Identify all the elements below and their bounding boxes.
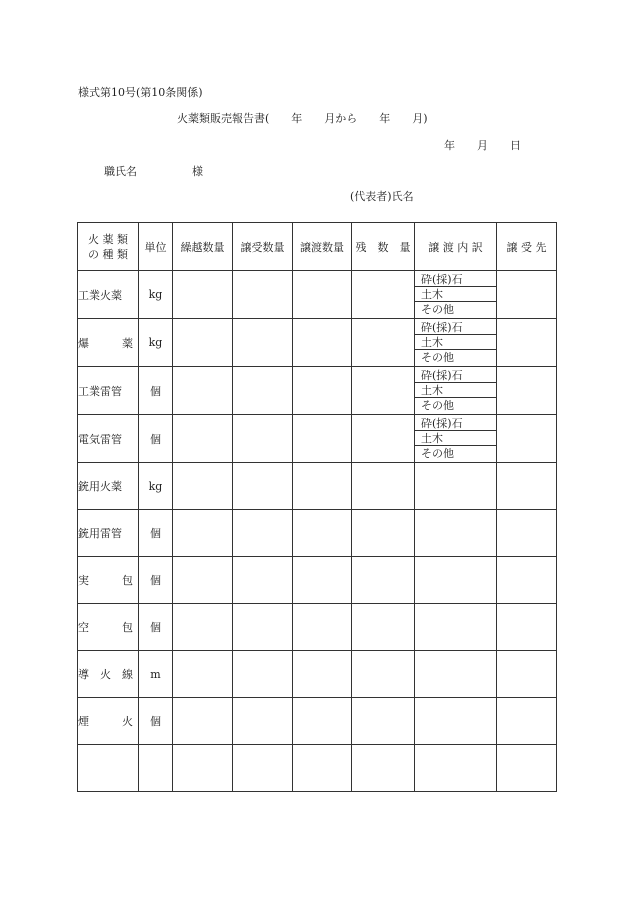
transferred-cell [293,319,352,367]
explosive-kind-cell: 銃用火薬 [78,463,139,510]
recipient-cell [497,271,557,319]
table-row [78,745,557,792]
addressee: 職氏名 様 [104,165,203,178]
recipient-cell [497,319,557,367]
breakdown-item: 砕(採)石 [415,368,496,383]
column-header-transferred: 譲渡数量 [293,223,352,271]
recipient-cell [497,557,557,604]
explosive-kind-cell: 工業火薬 [78,271,139,319]
column-header-carried-over: 繰越数量 [173,223,233,271]
received-cell [233,463,293,510]
unit-cell: 個 [139,557,173,604]
explosive-kind-cell: 実 包 [78,557,139,604]
breakdown-item: 土木 [415,335,496,350]
table-row [78,463,557,510]
unit-cell: kg [139,271,173,319]
header-row [78,223,557,271]
received-cell [233,271,293,319]
recipient-cell [497,415,557,463]
received-cell [233,557,293,604]
remaining-cell [352,367,415,415]
received-cell [233,651,293,698]
table-row [78,367,557,415]
unit-cell [139,745,173,792]
transferred-cell [293,271,352,319]
carried-over-cell [173,604,233,651]
carried-over-cell [173,415,233,463]
breakdown-item: 土木 [415,287,496,302]
carried-over-cell [173,463,233,510]
explosive-kind-cell: 導 火 線 [78,651,139,698]
transfer-breakdown-cell [415,415,497,463]
carried-over-cell [173,510,233,557]
unit-cell: 個 [139,604,173,651]
carried-over-cell [173,367,233,415]
explosive-kind-cell: 電気雷管 [78,415,139,463]
carried-over-cell [173,271,233,319]
received-cell [233,367,293,415]
carried-over-cell [173,745,233,792]
transferred-cell [293,604,352,651]
breakdown-item: 砕(採)石 [415,320,496,335]
recipient-cell [497,367,557,415]
recipient-cell [497,510,557,557]
explosive-kind-cell [78,745,139,792]
table-row [78,557,557,604]
table-row [78,415,557,463]
received-cell [233,698,293,745]
breakdown-item: その他 [421,303,454,316]
date-line: 年 月 日 [444,139,521,152]
carried-over-cell [173,557,233,604]
transferred-cell [293,463,352,510]
remaining-cell [352,510,415,557]
carried-over-cell [173,319,233,367]
table-row [78,604,557,651]
carried-over-cell [173,651,233,698]
transferred-cell [293,557,352,604]
received-cell [233,745,293,792]
breakdown-item: 土木 [415,383,496,398]
unit-cell: 個 [139,698,173,745]
transfer-breakdown-cell [415,367,497,415]
recipient-cell [497,698,557,745]
transferred-cell [293,651,352,698]
table-row [78,651,557,698]
transfer-breakdown-cell [415,463,497,510]
column-header-recipient: 譲 受 先 [497,223,557,271]
table-row [78,510,557,557]
breakdown-item: その他 [421,399,454,412]
unit-cell: 個 [139,367,173,415]
transferred-cell [293,367,352,415]
explosive-kind-cell: 空 包 [78,604,139,651]
received-cell [233,510,293,557]
received-cell [233,604,293,651]
table-row [78,271,557,319]
received-cell [233,319,293,367]
recipient-cell [497,651,557,698]
remaining-cell [352,698,415,745]
table-row [78,319,557,367]
transferred-cell [293,415,352,463]
remaining-cell [352,415,415,463]
recipient-cell [497,463,557,510]
carried-over-cell [173,698,233,745]
column-header-unit: 単位 [139,223,173,271]
remaining-cell [352,604,415,651]
representative-name: (代表者)氏名 [350,190,414,203]
remaining-cell [352,319,415,367]
column-header-remaining: 残 数 量 [352,223,415,271]
transferred-cell [293,745,352,792]
recipient-cell [497,604,557,651]
column-header-kind [78,223,139,271]
breakdown-item: 土木 [415,431,496,446]
kind-header-line-1: 火 薬 類 [88,232,128,246]
transfer-breakdown-cell [415,271,497,319]
remaining-cell [352,271,415,319]
unit-cell: kg [139,319,173,367]
breakdown-item: 砕(採)石 [415,416,496,431]
transfer-breakdown-cell [415,698,497,745]
transfer-breakdown-cell [415,319,497,367]
transfer-breakdown-cell [415,651,497,698]
transferred-cell [293,698,352,745]
breakdown-item: その他 [421,447,454,460]
explosive-kind-cell: 工業雷管 [78,367,139,415]
unit-cell: kg [139,463,173,510]
transfer-breakdown-cell [415,510,497,557]
remaining-cell [352,463,415,510]
unit-cell: m [139,651,173,698]
explosive-kind-cell: 煙 火 [78,698,139,745]
remaining-cell [352,651,415,698]
report-title: 火薬類販売報告書( 年 月から 年 月) [177,112,428,125]
kind-header-line-2: の 種 類 [88,247,128,261]
transferred-cell [293,510,352,557]
form-number: 様式第10号(第10条関係) [78,86,203,99]
unit-cell: 個 [139,510,173,557]
sales-report-table [77,222,557,792]
transfer-breakdown-cell [415,604,497,651]
breakdown-item: その他 [421,351,454,364]
recipient-cell [497,745,557,792]
remaining-cell [352,745,415,792]
unit-cell: 個 [139,415,173,463]
transfer-breakdown-cell [415,557,497,604]
breakdown-item: 砕(採)石 [415,272,496,287]
column-header-transfer-breakdown: 譲 渡 内 訳 [415,223,497,271]
received-cell [233,415,293,463]
column-header-received: 譲受数量 [233,223,293,271]
explosive-kind-cell: 爆 薬 [78,319,139,367]
transfer-breakdown-cell [415,745,497,792]
table-row [78,698,557,745]
explosive-kind-cell: 銃用雷管 [78,510,139,557]
remaining-cell [352,557,415,604]
